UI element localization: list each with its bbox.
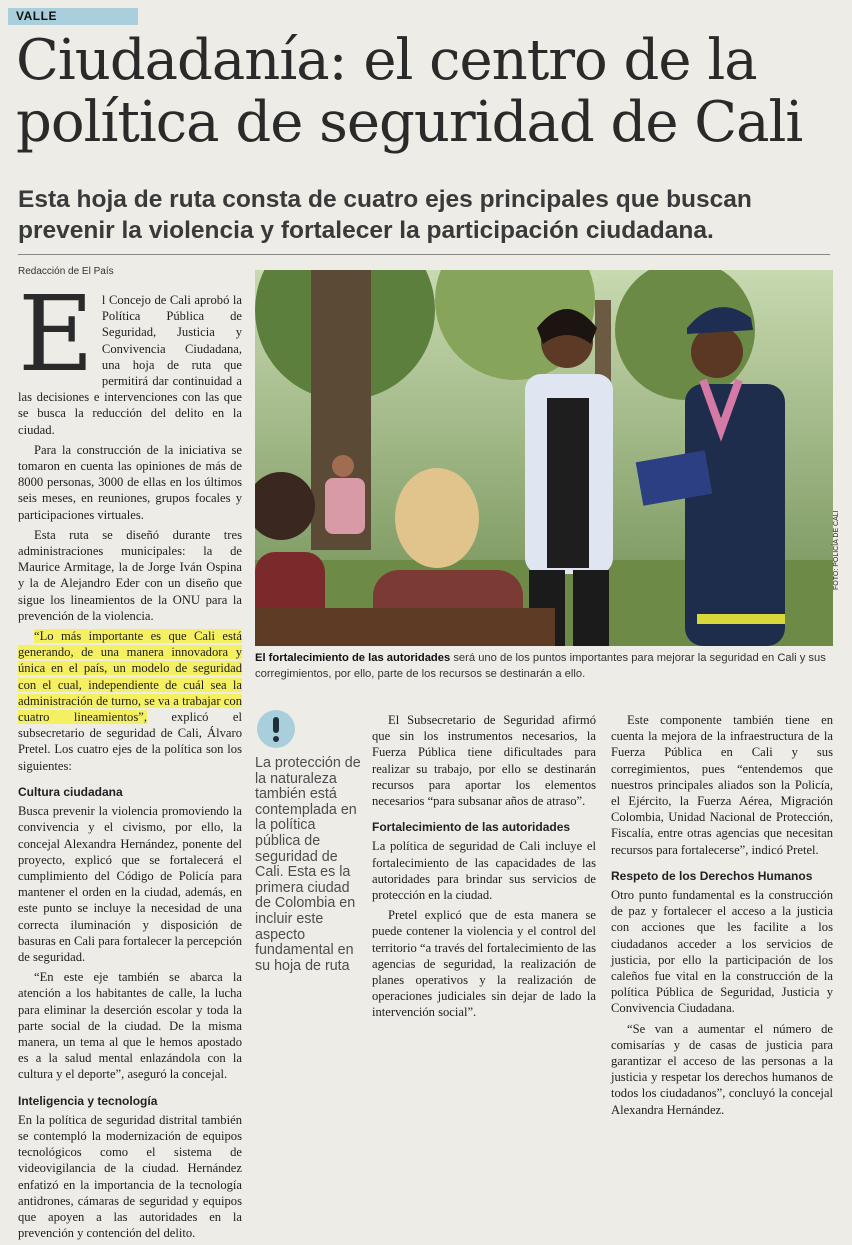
paragraph: l Concejo de Cali aprobó la Política Pública de Seguridad, Justicia y Convivencia Ciudadana, una hoja de ruta que permitirá dar continuidad a las decisiones e intervenciones con las que se busca la reducción del delito en la ciudad.	[18, 293, 242, 437]
subheading-cultura: Cultura ciudadana	[18, 784, 123, 799]
article-column-middle	[372, 712, 596, 1025]
divider	[18, 254, 830, 255]
paragraph: El Subsecretario de Seguridad afirmó que sin los instrumentos necesarios, la Fuerza Pública tiene dificultades para realizar su trabajo, por ello se destinarán recursos para aportar los elementos necesarios “para subsanar años de atraso”.	[372, 713, 596, 809]
exclamation-icon	[257, 710, 295, 748]
paragraph: En la política de seguridad distrital también se contempló la modernización de equipos tecnológicos como el sistema de videovigilancia de la ciudad. Hernández enfatizó en la importancia de la tecnología antidrones, cámaras de seguridad y equipos que apoyen a las autoridades en la prevención y contención del delito.	[18, 1112, 242, 1241]
byline: Redacción de El País	[18, 266, 114, 277]
article-column-left	[18, 273, 242, 1245]
subheading-autoridades: Fortalecimiento de las autoridades	[372, 820, 571, 835]
caption-text: será uno de los puntos importantes para mejorar la seguridad en Cali y sus corregimientos, por ello, parte de los recursos se destinarán a ello.	[255, 652, 826, 680]
subheading-tecnologia: Inteligencia y tecnología	[18, 1093, 158, 1108]
photo-illustration	[255, 270, 833, 646]
sidebar-note	[255, 710, 361, 974]
paragraph: “En este eje también se abarca la atención a los habitantes de calle, la lucha para eliminar la deserción escolar y toda la parte social de la ciudad. De la misma manera, un tema al que le hemos apostado es a la salud mental enlazándola con la cultura y el deporte”, aseguró la concejal.	[18, 970, 242, 1082]
paragraph: Para la construcción de la iniciativa se tomaron en cuenta las opiniones de más de 8000 personas, 3000 de ellas en los últimos seis meses, en reuniones, grupos focales y participaciones virtuales.	[18, 442, 242, 522]
headline: Ciudadanía: el centro de la política de seguridad de Cali	[16, 28, 803, 155]
paragraph: Pretel explicó que de esta manera se puede contener la violencia y el control del territorio “a través del fortalecimiento de las agencias de seguridad, la realización de planes operativos y la realización de operaciones judiciales sin dejar de lado la intervención social”.	[372, 908, 596, 1020]
quote-attribution: explicó el subsecretario de seguridad de Cali, Álvaro Pretel. Los cuatro ejes de la política son los siguientes:	[18, 710, 242, 773]
subheading-derechos: Respeto de los Derechos Humanos	[611, 868, 813, 883]
paragraph-quote	[18, 628, 242, 774]
paragraph: Este componente también tiene en cuenta la mejora de la infraestructura de la Fuerza Pública en Cali y sus corregimientos, pues “entendemos que nuestros principales aliados son la Policía, el Ejército, la Fuerza Aérea, Migración Colombia, Unidad Nacional de Protección, Fiscalía, entre otras agencias que necesitan recursos para fortalecerse”, indicó Pretel.	[611, 713, 833, 857]
paragraph: Esta ruta se diseñó durante tres administraciones municipales: la de Maurice Armitage, la de Jorge Iván Ospina y la de Alejandro Eder con un diseño que sigue los lineamientos de la ONU para la prevención de la violencia.	[18, 527, 242, 623]
sidebar-text: La protección de la naturaleza también está contemplada en la política pública de seguridad de Cali. Esta es la primera ciudad de Colombia en incluir este aspecto fundamental en su hoja de ruta	[255, 755, 361, 974]
paragraph: “Se van a aumentar el número de comisarías y de casas de justicia para garantizar el acceso de las personas a la justicia y respetar los derechos humanos de todos los ciudadanos”, concluyó la concejal Alexandra Hernández.	[611, 1021, 833, 1117]
paragraph: Otro punto fundamental es la construcción de paz y fortalecer el acceso a la justicia con acciones que les facilite a los ciudadanos acceder a los servicios de justicia, por ello la participación de los caleños fue vital en la construcción de la política Pública de Seguridad, Justicia y Convivencia Ciudadana.	[611, 888, 833, 1016]
article-column-right	[611, 712, 833, 1122]
section-tag: VALLE	[8, 8, 138, 25]
paragraph: La política de seguridad de Cali incluye el fortalecimiento de las capacidades de las autoridades para brindar sus servicios de protección en la ciudad.	[372, 839, 596, 903]
dropcap: E	[18, 273, 94, 395]
paragraph: Busca prevenir la violencia promoviendo la convivencia y el civismo, por ello, la concejal Alexandra Hernández, ponente del proyecto, explicó que se fortalecerá el cumplimiento del Código de Policía para mantener el orden en la ciudad, además, en este punto se incluye la necesidad de una correcta iluminación y disposición de basuras en Cali para fortalecer la percepción de seguridad.	[18, 804, 242, 964]
caption-bold: El fortalecimiento de las autoridades	[255, 652, 451, 664]
article-photo	[255, 270, 833, 646]
lead-paragraph-block	[18, 273, 242, 438]
highlighted-quote: “Lo más importante es que Cali está generando, de una manera innovadora y única en el país, un modelo de seguridad con el cual, independiente de cuál sea la administración de turno, se va a trabajar con cuatro lineamientos”,	[18, 629, 242, 725]
deck-subtitle: Esta hoja de ruta consta de cuatro ejes principales que buscan prevenir la violencia y fortalecer la participación ciudadana.	[18, 186, 752, 244]
photo-credit: FOTO: POLICÍA DE CALI	[833, 510, 840, 590]
photo-caption	[255, 650, 833, 682]
